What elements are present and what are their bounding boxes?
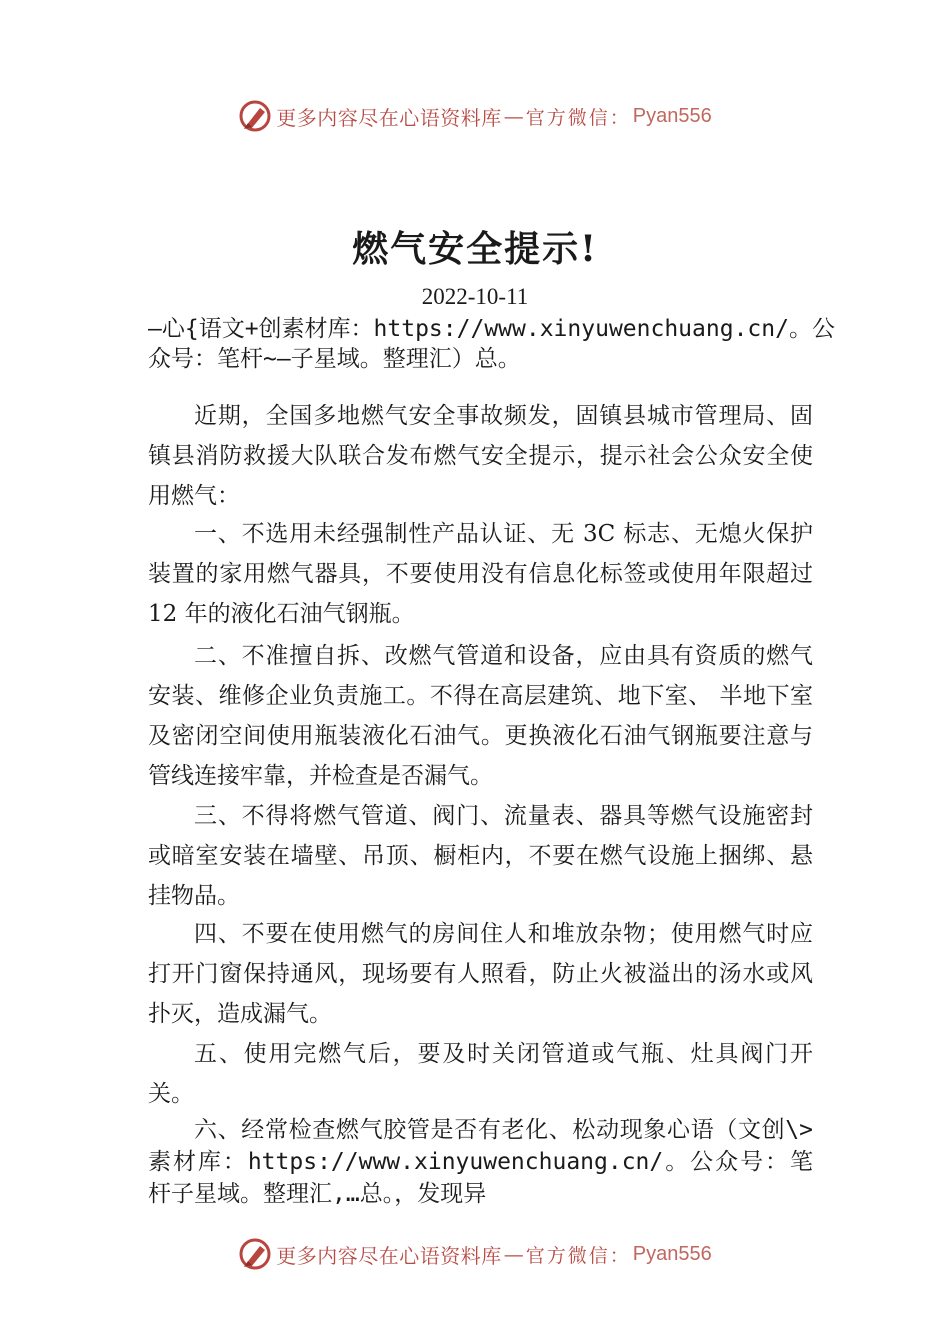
paragraph-item-5: 五、使用完燃气后，要及时关闭管道或气瓶、灶具阀门开关。	[148, 1041, 813, 1107]
paragraph-intro: 近期，全国多地燃气安全事故频发，固镇县城市管理局、固镇县消防救援大队联合发布燃气安全提示，提示社会公众安全使用燃气：	[148, 403, 813, 509]
banner-main-text: 更多内容尽在心语资料库	[276, 105, 502, 130]
document-date: 2022-10-11	[421, 284, 529, 309]
footer-banner	[0, 1234, 950, 1274]
banner-wechat-id: Pyan556	[632, 104, 712, 127]
header-banner	[0, 96, 950, 136]
document-title: 燃气安全提示!	[352, 228, 598, 270]
pen-logo-icon	[238, 99, 272, 133]
paragraph-item-3: 三、不得将燃气管道、阀门、流量表、器具等燃气设施密封或暗室安装在墙壁、吊顶、橱柜内，不要在燃气设施上捆绑、悬挂物品。	[148, 803, 813, 909]
banner-main-text: 更多内容尽在心语资料库	[276, 1243, 502, 1268]
paragraph-item-2: 二、不准擅自拆、改燃气管道和设备，应由具有资质的燃气安装、维修企业负责施工。不得在高层建筑、地下室、 半地下室及密闭空间使用瓶装液化石油气。更换液化石油气钢瓶要注意与管线连接牢靠，并检查是否漏气。	[148, 643, 813, 789]
pen-logo-icon	[238, 1237, 272, 1271]
banner-wechat-id: Pyan556	[632, 1242, 712, 1265]
paragraph-item-4: 四、不要在使用燃气的房间住人和堆放杂物；使用燃气时应打开门窗保持通风，现场要有人照看，防止火被溢出的汤水或风扑灭，造成漏气。	[148, 921, 813, 1027]
paragraph-item-6: 六、经常检查燃气胶管是否有老化、松动现象心语（文创\>素材库：https://www.xinyuwenchuang.cn/。公众号：笔杆子星域。整理汇,…总。，发现异	[148, 1117, 813, 1207]
source-line: —心{语文+创素材库：https://www.xinyuwenchuang.cn/。公众号：笔杆~—子星域。整理汇）总。	[148, 316, 835, 372]
paragraph-item-1: 一、不选用未经强制性产品认证、无 3C 标志、无熄火保护装置的家用燃气器具，不要使用没有信息化标签或使用年限超过 12 年的液化石油气钢瓶。	[148, 521, 813, 627]
banner-wechat-label: 官方微信：	[525, 106, 631, 129]
banner-dash: —	[503, 104, 524, 128]
banner-wechat-label: 官方微信：	[525, 1244, 631, 1267]
banner-dash: —	[503, 1242, 524, 1266]
